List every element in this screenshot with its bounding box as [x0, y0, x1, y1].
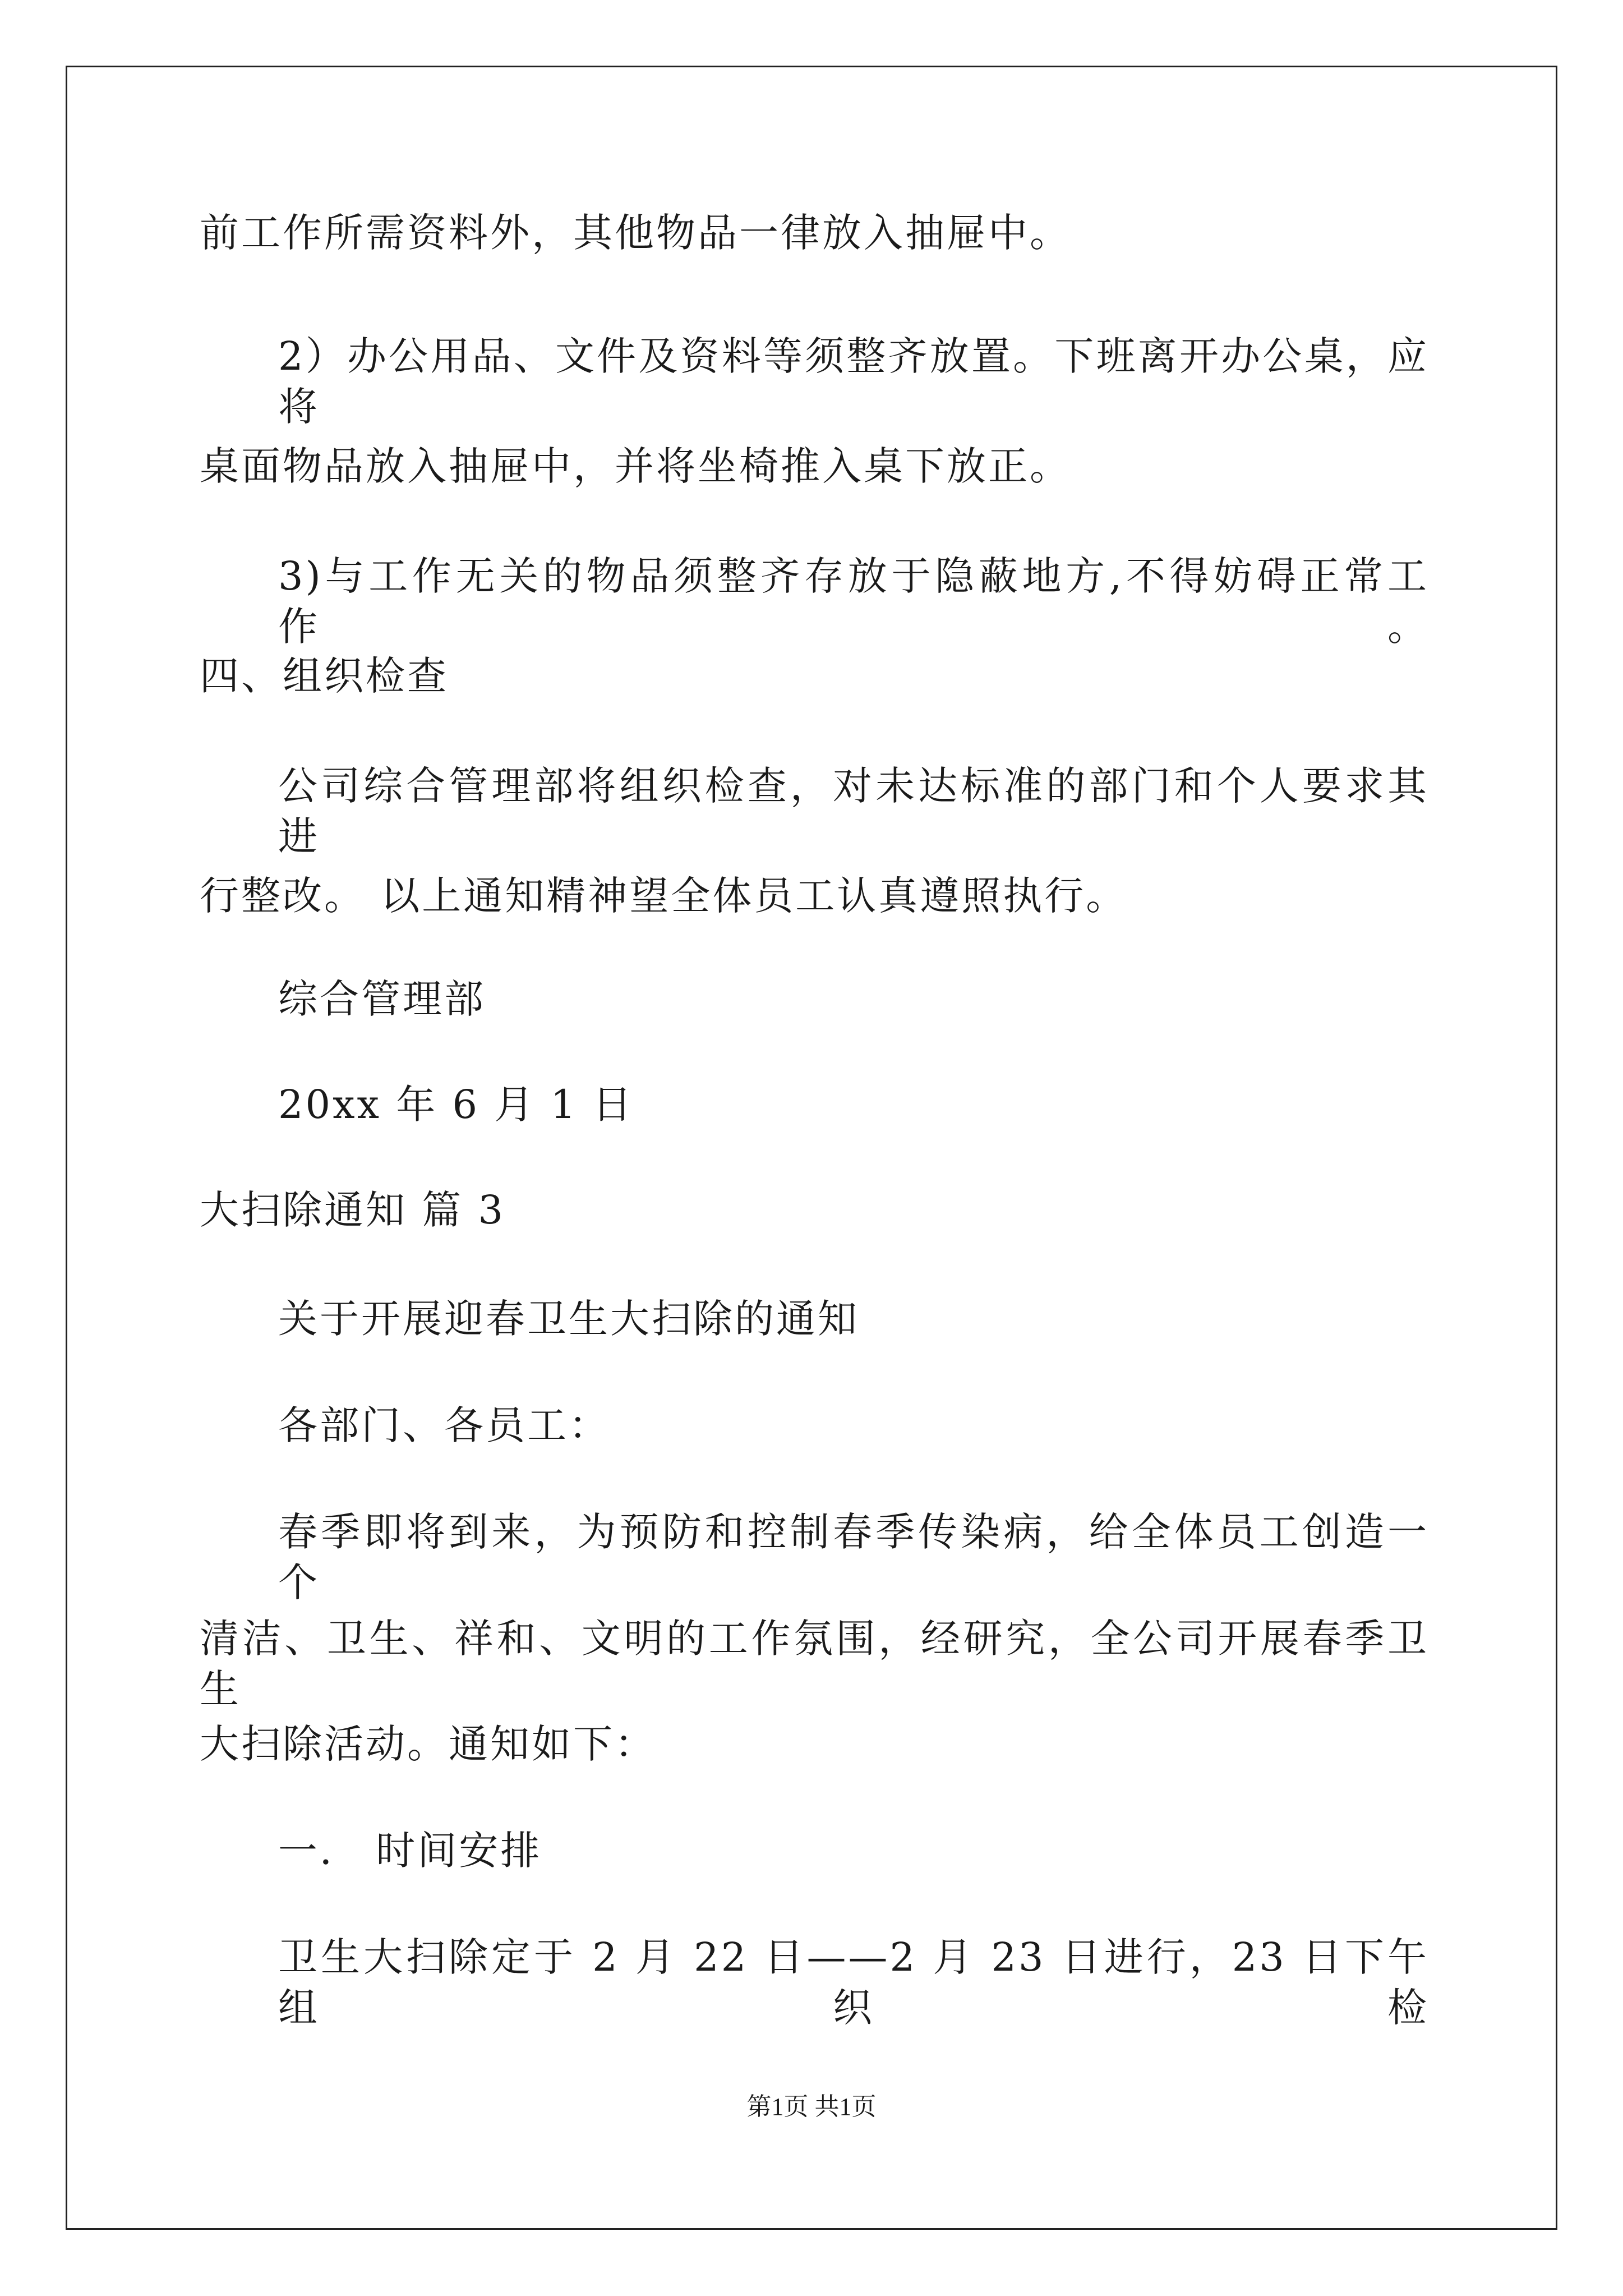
notice-title: 关于开展迎春卫生大扫除的通知: [278, 1296, 859, 1342]
page-footer: 第1页 共1页: [746, 2093, 877, 2120]
paragraph-line: 公司综合管理部将组织检查，对未达标准的部门和个人要求其进: [278, 763, 1429, 859]
salutation: 各部门、各员工：: [278, 1402, 610, 1448]
paragraph-line: 清洁、卫生、祥和、文明的工作氛围，经研究，全公司开展春季卫生: [200, 1616, 1429, 1712]
paragraph-line: 桌面物品放入抽屉中，并将坐椅推入桌下放正。: [200, 443, 1071, 489]
paragraph-line: 2）办公用品、文件及资料等须整齐放置。下班离开办公桌，应将: [278, 333, 1429, 430]
signature-date: 20xx 年 6 月 1 日: [278, 1082, 634, 1128]
signature-department: 综合管理部: [278, 976, 486, 1022]
section-heading: 四、组织检查: [200, 653, 449, 699]
paragraph-line: 大扫除活动。通知如下：: [200, 1721, 656, 1767]
paragraph-line: 卫生大扫除定于 2 月 22 日——2 月 23 日进行，23 日下午组织检: [278, 1934, 1429, 2031]
paragraph-line: 春季即将到来，为预防和控制春季传染病，给全体员工创造一个: [278, 1509, 1429, 1605]
article-title: 大扫除通知 篇 3: [200, 1187, 506, 1233]
section-heading: 一． 时间安排: [278, 1828, 542, 1874]
paragraph-line: 3)与工作无关的物品须整齐存放于隐蔽地方,不得妨碍正常工作。: [278, 553, 1429, 650]
paragraph-line: 行整改。 以上通知精神望全体员工认真遵照执行。: [200, 873, 1128, 919]
paragraph-line: 前工作所需资料外，其他物品一律放入抽屉中。: [200, 210, 1071, 256]
